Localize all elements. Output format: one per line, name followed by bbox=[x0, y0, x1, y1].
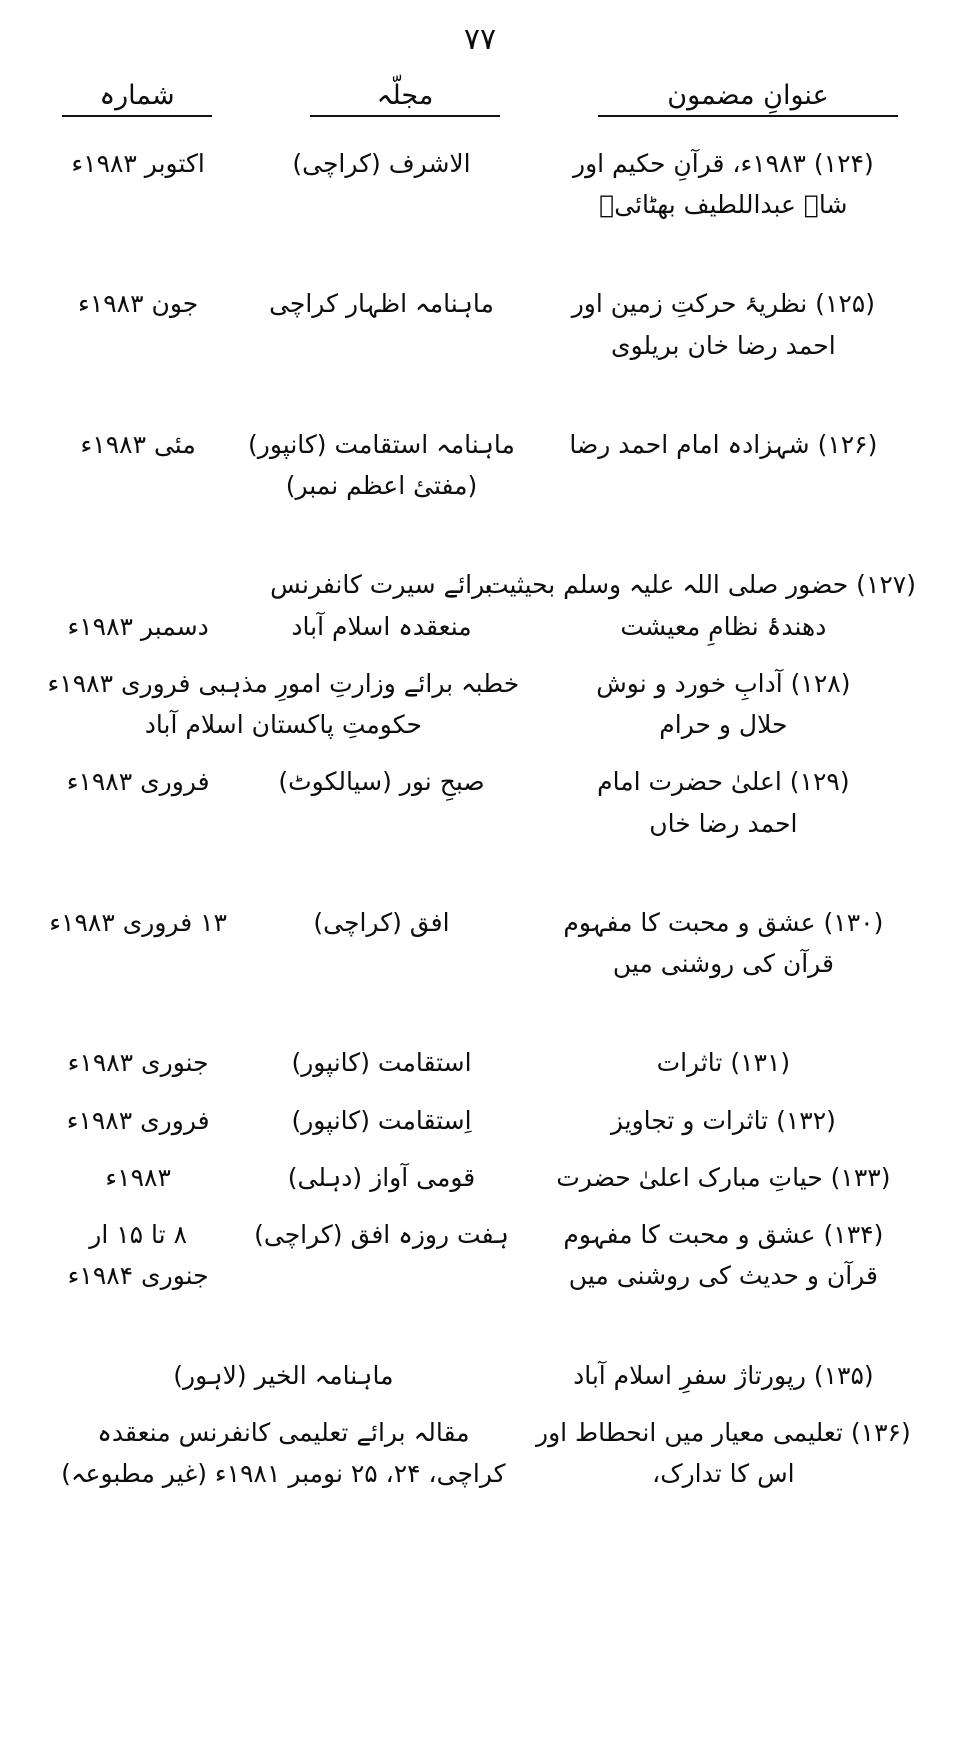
cell-issue bbox=[40, 1036, 236, 1093]
text-line: (۱۳۳) حیاتِ مبارک اعلیٰ حضرت bbox=[556, 1162, 891, 1192]
cell-issue bbox=[40, 1151, 236, 1208]
spacer-cell bbox=[40, 1307, 236, 1349]
text-line: حکومتِ پاکستان اسلام آباد bbox=[144, 710, 422, 739]
cell-magazine bbox=[236, 755, 526, 854]
spacer-cell bbox=[40, 235, 236, 277]
entries-body bbox=[40, 137, 920, 1505]
spacer-cell bbox=[527, 1307, 920, 1349]
table-row bbox=[40, 896, 920, 995]
table-row bbox=[40, 277, 920, 376]
cell-subject bbox=[527, 1094, 920, 1151]
text-line: منعقدہ اسلام آباد bbox=[291, 611, 472, 641]
text-line: ۱۳ فروری ۱۹۸۳ء bbox=[49, 907, 227, 937]
cell-issue bbox=[40, 1094, 236, 1151]
cell-issue bbox=[40, 896, 236, 995]
row-spacer bbox=[40, 376, 920, 418]
text-line: فروری ۱۹۸۳ء bbox=[66, 767, 210, 797]
text-line: (مفتیٔ اعظم نمبر) bbox=[285, 471, 478, 500]
spacer-cell bbox=[40, 994, 236, 1036]
entries-table bbox=[40, 137, 920, 1505]
table-row bbox=[40, 137, 920, 236]
text-line-blank bbox=[44, 564, 232, 605]
text-line: الاشرف (کراچی) bbox=[292, 148, 471, 178]
cell-subject bbox=[527, 418, 920, 517]
cell-subject bbox=[527, 755, 920, 854]
text-line: قرآن کی روشنی میں bbox=[612, 949, 834, 978]
cell-subject bbox=[527, 137, 920, 236]
text-line: اکتوبر ۱۹۸۳ء bbox=[71, 148, 205, 178]
text-line: مئی ۱۹۸۳ء bbox=[80, 429, 196, 459]
text-line: مقالہ برائے تعلیمی کانفرنس منعقدہ bbox=[97, 1417, 470, 1447]
table-row bbox=[40, 1208, 920, 1307]
text-line: اس کا تدارک، bbox=[652, 1459, 795, 1488]
table-row bbox=[40, 1094, 920, 1151]
text-line: (۱۳۱) تاثرات bbox=[656, 1048, 791, 1078]
text-line: (۱۲۸) آدابِ خورد و نوش bbox=[596, 668, 851, 698]
cell-issue bbox=[40, 558, 236, 657]
cell-magazine bbox=[236, 418, 526, 517]
cell-magazine bbox=[40, 657, 527, 756]
spacer-cell bbox=[236, 1307, 526, 1349]
spacer-cell bbox=[40, 516, 236, 558]
spacer-cell bbox=[40, 854, 236, 896]
row-spacer bbox=[40, 1307, 920, 1349]
cell-magazine bbox=[40, 1406, 527, 1505]
text-line: شاہ عبداللطیف بھٹائیؒ bbox=[599, 190, 848, 219]
cell-subject bbox=[484, 558, 920, 657]
text-line: خطبہ برائے وزارتِ امورِ مذہبی فروری ۱۹۸۳ء bbox=[47, 668, 520, 698]
cell-issue bbox=[40, 277, 236, 376]
cell-magazine bbox=[236, 277, 526, 376]
cell-magazine bbox=[236, 1151, 526, 1208]
table-row bbox=[40, 1151, 920, 1208]
text-line: قرآن و حدیث کی روشنی میں bbox=[568, 1261, 878, 1291]
row-spacer bbox=[40, 854, 920, 896]
text-line: جنوری ۱۹۸۴ء bbox=[67, 1261, 209, 1291]
text-line: (۱۳۶) تعلیمی معیار میں انحطاط اور bbox=[536, 1417, 911, 1447]
text-line: (۱۲۹) اعلیٰ حضرت امام bbox=[597, 767, 850, 797]
text-line: (۱۳۰) عشق و محبت کا مفہوم bbox=[563, 907, 884, 937]
text-line: افق (کراچی) bbox=[313, 907, 450, 937]
cell-magazine bbox=[236, 1036, 526, 1093]
spacer-cell bbox=[236, 516, 526, 558]
text-line: ۱۹۸۳ء bbox=[105, 1162, 171, 1192]
text-line: جون ۱۹۸۳ء bbox=[78, 289, 199, 319]
text-line: (۱۲۴) ۱۹۸۳ء، قرآنِ حکیم اور bbox=[573, 148, 874, 178]
column-header-magazine: مجلّہ bbox=[310, 79, 500, 117]
spacer-cell bbox=[236, 376, 526, 418]
table-row bbox=[40, 755, 920, 854]
spacer-cell bbox=[236, 235, 526, 277]
spacer-cell bbox=[527, 235, 920, 277]
text-line: احمد رضا خاں bbox=[649, 808, 798, 838]
text-line: ۸ تا ۱۵ ار bbox=[89, 1220, 187, 1249]
spacer-cell bbox=[527, 376, 920, 418]
table-row bbox=[40, 558, 920, 657]
text-line: دسمبر ۱۹۸۳ء bbox=[67, 611, 209, 641]
cell-subject bbox=[527, 657, 920, 756]
cell-issue bbox=[40, 1208, 236, 1307]
cell-issue bbox=[40, 137, 236, 236]
text-line: برائے سیرت کانفرنس bbox=[270, 570, 493, 600]
text-line: اِستقامت (کانپور) bbox=[291, 1105, 472, 1135]
table-row bbox=[40, 657, 920, 756]
cell-subject bbox=[527, 277, 920, 376]
text-line: (۱۲۷) حضور صلی اللہ علیہ وسلم بحیثیت bbox=[484, 570, 916, 600]
cell-subject bbox=[527, 1349, 920, 1406]
table-row bbox=[40, 1406, 920, 1505]
text-line: (۱۲۶) شہزادہ امام احمد رضا bbox=[569, 429, 878, 459]
text-line: ہفت روزہ افق (کراچی) bbox=[254, 1220, 509, 1249]
cell-subject bbox=[527, 1036, 920, 1093]
cell-subject bbox=[527, 1208, 920, 1307]
page-number: ۷۷ bbox=[463, 22, 497, 57]
text-line: حلال و حرام bbox=[659, 710, 788, 739]
text-line: قومی آواز (دہلی) bbox=[287, 1162, 476, 1192]
text-line: (۱۳۵) رپورتاژ سفرِ اسلام آباد bbox=[573, 1360, 874, 1390]
table-row bbox=[40, 418, 920, 517]
row-spacer bbox=[40, 235, 920, 277]
cell-magazine bbox=[236, 558, 526, 657]
cell-subject bbox=[527, 1151, 920, 1208]
row-spacer bbox=[40, 994, 920, 1036]
text-line: ماہنامہ الخیر (لاہور) bbox=[173, 1360, 394, 1390]
text-line: صبحِ نور (سیالکوٹ) bbox=[278, 767, 485, 797]
cell-magazine bbox=[236, 1208, 526, 1307]
text-line: استقامت (کانپور) bbox=[291, 1048, 472, 1078]
spacer-cell bbox=[527, 994, 920, 1036]
text-line: (۱۳۲) تاثرات و تجاویز bbox=[610, 1105, 836, 1135]
text-line: کراچی، ۲۴، ۲۵ نومبر ۱۹۸۱ء (غیر مطبوعہ) bbox=[61, 1459, 506, 1488]
cell-issue bbox=[40, 755, 236, 854]
text-line: دھندۂ نظامِ معیشت bbox=[620, 611, 827, 641]
cell-magazine bbox=[236, 137, 526, 236]
spacer-cell bbox=[527, 516, 920, 558]
text-line: احمد رضا خان بریلوی bbox=[611, 330, 836, 360]
text-line: (۱۳۴) عشق و محبت کا مفہوم bbox=[563, 1220, 884, 1249]
cell-issue bbox=[40, 418, 236, 517]
cell-subject bbox=[527, 896, 920, 995]
cell-magazine bbox=[236, 896, 526, 995]
cell-magazine bbox=[236, 1094, 526, 1151]
text-line: فروری ۱۹۸۳ء bbox=[66, 1105, 210, 1135]
column-header-subject: عنوانِ مضمون bbox=[598, 79, 898, 117]
row-spacer bbox=[40, 516, 920, 558]
table-header bbox=[40, 63, 920, 117]
text-line: جنوری ۱۹۸۳ء bbox=[67, 1048, 209, 1078]
column-header-issue: شمارہ bbox=[62, 79, 212, 117]
spacer-cell bbox=[236, 854, 526, 896]
text-line: (۱۲۵) نظریۂ حرکتِ زمین اور bbox=[571, 289, 876, 319]
table-row bbox=[40, 1036, 920, 1093]
table-row bbox=[40, 1349, 920, 1406]
spacer-cell bbox=[527, 854, 920, 896]
cell-subject bbox=[527, 1406, 920, 1505]
spacer-cell bbox=[40, 376, 236, 418]
text-line: ماہنامہ اظہار کراچی bbox=[269, 289, 494, 319]
cell-magazine bbox=[40, 1349, 527, 1406]
spacer-cell bbox=[236, 994, 526, 1036]
text-line: ماہنامہ استقامت (کانپور) bbox=[248, 429, 515, 459]
